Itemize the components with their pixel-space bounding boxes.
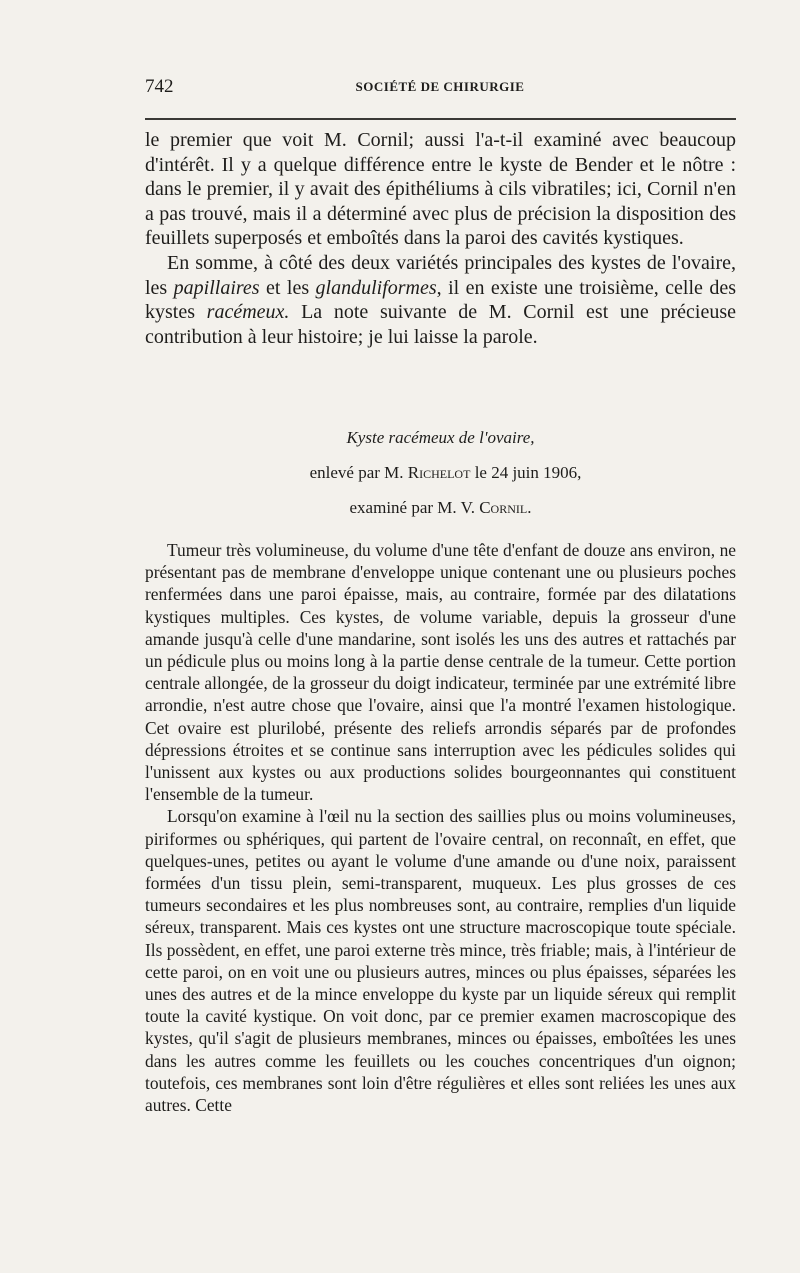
running-head: SOCIÉTÉ DE CHIRURGIE — [355, 79, 525, 94]
italic-term: glanduliformes — [315, 276, 437, 299]
text-run: En somme, à côté des deux variétés principales des kystes de l'ovaire, les — [145, 251, 736, 299]
page-header — [145, 76, 735, 100]
paragraph: Tumeur très volumineuse, du volume d'une tête d'enfant de douze ans environ, ne présentant pas de membrane d'enveloppe unique contenant une ou plusieurs poches renfermées dans une paroi épaisse, mais, au contraire, formée par des dilatations kystiques multiples. Ces kystes, de volume variable, depuis la grosseur d'une amande jusqu'à celle d'une mandarine, sont isolés les uns des autres et rattachés par un pédicule plus ou moins long à la partie dense centrale de la tumeur. Cette portion centrale allongée, de la grosseur du doigt indicateur, terminée par une extrémité libre arrondie, n'est autre chose que l'ovaire, ainsi que l'a montré l'examen histologique. Cet ovaire est plurilobé, présente des reliefs arrondis séparés par de profondes dépressions étroites et se continue sans interruption avec les pédicules solides qui l'unissent aux kystes ou aux productions solides bourgeonnantes qui constituent l'ensemble de la tumeur. — [145, 540, 736, 805]
title-line — [145, 455, 736, 490]
title-line — [145, 490, 736, 525]
body-small-text — [145, 539, 736, 1116]
author-name: Richelot — [407, 463, 471, 482]
page-number: 742 — [145, 76, 174, 97]
text-run: et les — [259, 276, 316, 299]
text-run: le 24 juin 1906, — [470, 463, 582, 482]
header-rule — [145, 118, 736, 120]
text-run: La note suivante de M. Cornil est une précieuse contribution à leur histoire; je lui laisse la parole. — [145, 301, 736, 348]
section-title — [145, 420, 736, 525]
italic-term: racémeux. — [206, 301, 290, 324]
text-run: examiné par M. V. — [349, 498, 480, 517]
author-name: Cornil — [479, 498, 528, 517]
italic-term: papillaires — [173, 276, 260, 299]
title-line: Kyste racémeux de l'ovaire, — [346, 428, 535, 447]
body-large-text — [145, 128, 736, 349]
paragraph: Lorsqu'on examine à l'œil nu la section des saillies plus ou moins volumineuses, piriformes ou sphériques, qui partent de l'ovaire central, on reconnaît, en effet, que quelques-unes, petites ou ayant le volume d'une amande ou d'une noix, paraissent formées d'un tissu plein, semi-transparent, muqueux. Les plus grosses de ces tumeurs secondaires et les plus nombreuses sont, au contraire, remplies d'un liquide séreux, transparent. Mais ces kystes ont une structure macroscopique toute spéciale. Ils possèdent, en effet, une paroi externe très mince, très friable; mais, à l'intérieur de cette paroi, on en voit une ou plusieurs autres, minces ou plus épaisses, séparées les unes des autres et de la mince enveloppe du kyste par un liquide séreux qui remplit toute la cavité kystique. On voit donc, par ce premier examen macroscopique des kystes, qu'il s'agit de plusieurs membranes, minces ou épaisses, emboîtées les unes dans les autres comme les feuillets ou les couches concentriques d'un oignon; toutefois, ces membranes sont loin d'être régulières et elles sont reliées les unes aux autres. Cette — [145, 806, 736, 1116]
text-run: , il en existe une troisième, celle des kystes — [145, 276, 736, 324]
text-run: enlevé par M. — [309, 463, 408, 482]
paragraph — [145, 251, 736, 349]
paragraph: le premier que voit M. Cornil; aussi l'a-t-il examiné avec beaucoup d'intérêt. Il y a quelque différence entre le kyste de Bender et le nôtre : dans le premier, il y avait des épithéliums à cils vibratiles; ici, Cornil n'en a pas trouvé, mais il a déterminé avec plus de précision la disposition des feuillets superposés et emboîtés dans la paroi des cavités kystiques. — [145, 129, 736, 250]
text-run: . — [527, 498, 532, 517]
